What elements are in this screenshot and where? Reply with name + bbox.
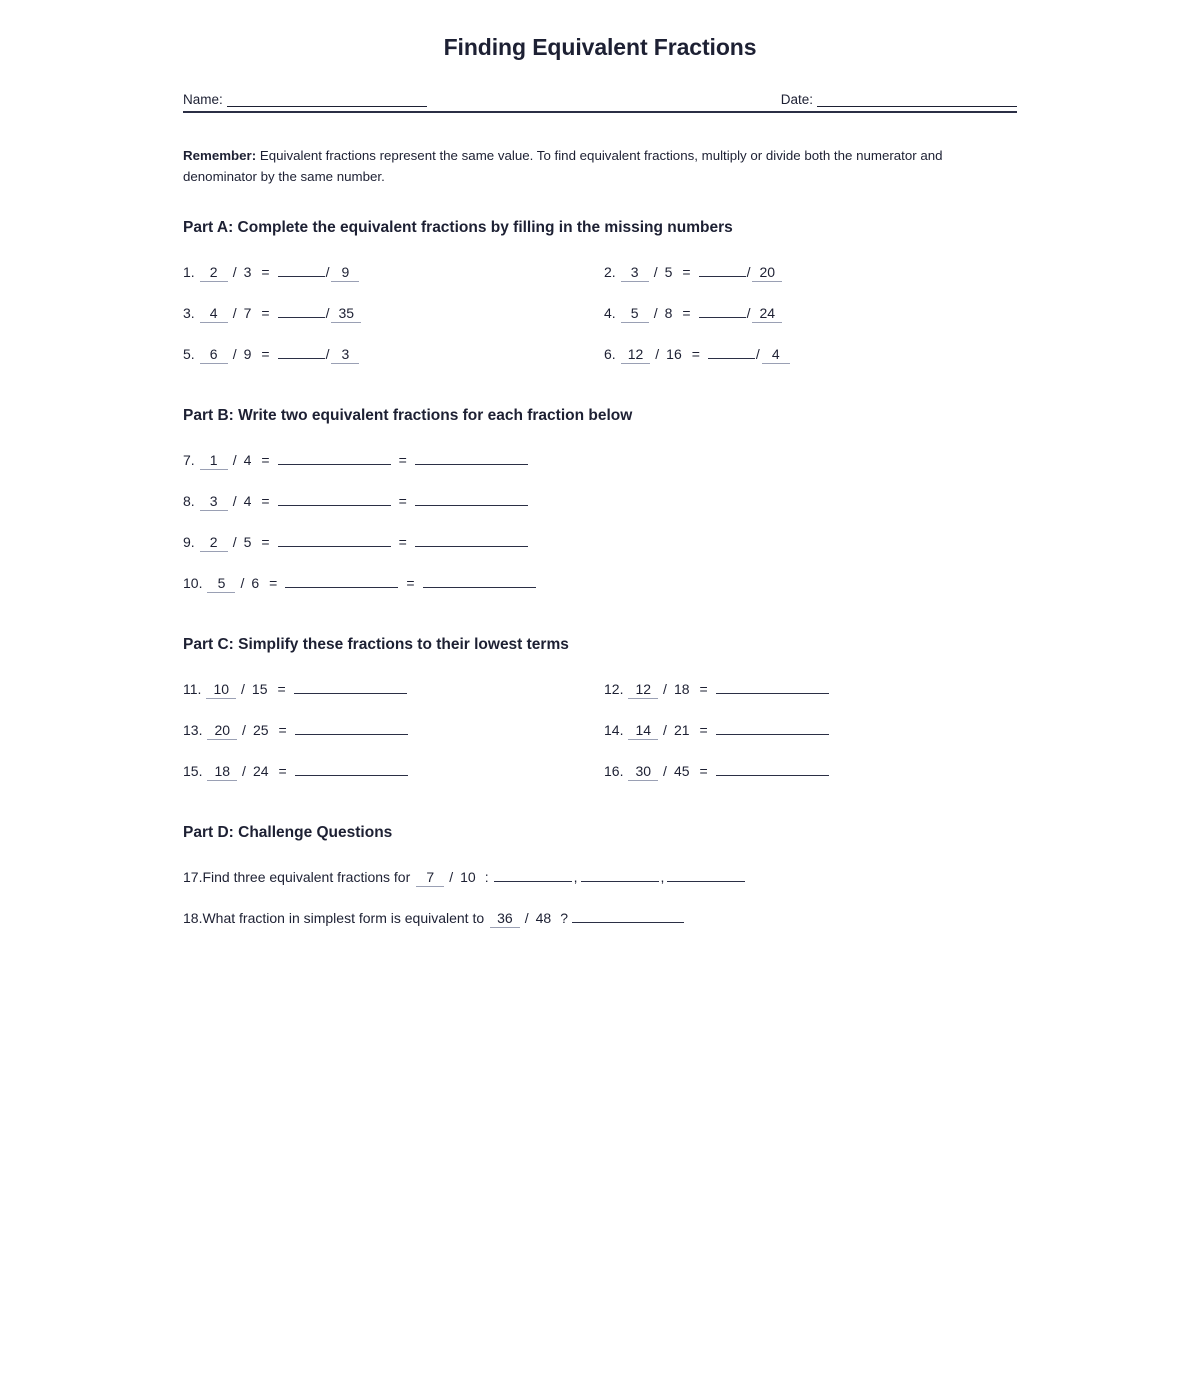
equals-sign: = [269, 575, 278, 592]
problem-number: 16. [604, 763, 624, 780]
date-input[interactable] [817, 93, 1017, 107]
problem-15 [183, 751, 600, 792]
denominator: 5 [243, 534, 252, 551]
denominator: 4 [243, 493, 252, 510]
page-title: Finding Equivalent Fractions [443, 34, 757, 60]
fraction-slash: / [746, 264, 751, 281]
fraction-slash: / [655, 346, 660, 363]
given-fraction [628, 723, 691, 740]
header-divider [183, 111, 1017, 113]
date-field-group [781, 92, 1017, 107]
answer-blank-numerator[interactable] [699, 304, 746, 318]
answer-blank-1[interactable] [278, 451, 391, 465]
fraction-slash: / [663, 763, 667, 780]
numerator: 7 [416, 870, 444, 887]
problem-number: 2. [604, 264, 616, 281]
numerator: 14 [628, 723, 658, 740]
equals-sign: = [682, 305, 691, 322]
denominator: 9 [243, 346, 252, 363]
denominator: 4 [243, 452, 252, 469]
given-fraction [490, 911, 553, 928]
numerator: 6 [200, 347, 228, 364]
fraction-slash: / [653, 305, 658, 322]
numerator: 12 [621, 347, 651, 364]
equals-sign: = [406, 575, 415, 592]
given-fraction [206, 682, 269, 699]
problem-row [183, 334, 1017, 375]
answer-blank[interactable] [295, 721, 408, 735]
equals-sign: = [261, 493, 270, 510]
answer-blank[interactable] [716, 762, 829, 776]
problem-14 [604, 710, 1017, 751]
numerator: 3 [200, 494, 228, 511]
given-fraction [628, 764, 691, 781]
given-fraction [200, 265, 254, 282]
denominator: 18 [673, 681, 690, 698]
problem-number: 5. [183, 346, 195, 363]
given-fraction [200, 494, 254, 511]
fraction-slash: / [663, 722, 667, 739]
problem-6 [604, 334, 1017, 375]
answer-blank[interactable] [294, 680, 407, 694]
fraction-slash: / [242, 763, 246, 780]
answer-blank[interactable] [716, 680, 829, 694]
given-fraction [628, 682, 691, 699]
fraction-slash: / [241, 681, 245, 698]
problem-row [183, 252, 1017, 293]
problem-number: 4. [604, 305, 616, 322]
numerator: 5 [207, 576, 235, 593]
given-fraction [207, 764, 270, 781]
problem-column-left [183, 293, 600, 334]
question-text: What fraction in simplest form is equivalent to [202, 910, 485, 927]
numerator: 36 [490, 911, 520, 928]
equals-sign: = [261, 346, 270, 363]
colon: : [484, 869, 489, 886]
answer-blank-1[interactable] [285, 574, 398, 588]
equals-sign: = [261, 264, 270, 281]
problem-row [183, 669, 1017, 710]
comma: , [573, 869, 578, 886]
date-label: Date: [780, 92, 813, 107]
answer-blank-1[interactable] [278, 492, 391, 506]
equals-sign: = [261, 534, 270, 551]
problem-number: 6. [604, 346, 616, 363]
denominator: 6 [251, 575, 260, 592]
problem-16 [604, 751, 1017, 792]
fraction-slash: / [232, 346, 237, 363]
problem-row [183, 710, 1017, 751]
fraction-slash: / [232, 305, 237, 322]
comma: , [660, 869, 665, 886]
fraction-slash: / [755, 346, 760, 363]
problem-number: 14. [604, 722, 624, 739]
fraction-slash: / [232, 452, 237, 469]
problem-1 [183, 252, 600, 293]
numerator: 2 [200, 535, 228, 552]
given-fraction [200, 535, 254, 552]
problem-row [183, 751, 1017, 792]
answer-denominator: 4 [762, 347, 790, 364]
answer-blank-numerator[interactable] [708, 345, 755, 359]
equals-sign: = [398, 452, 407, 469]
part-c-problems [183, 669, 1017, 792]
equals-sign: = [398, 534, 407, 551]
problem-column-left [183, 252, 600, 293]
denominator: 24 [252, 763, 269, 780]
problem-column-right [600, 252, 1017, 293]
denominator: 16 [666, 346, 682, 363]
problem-column-right [600, 293, 1017, 334]
denominator: 25 [252, 722, 269, 739]
fraction-slash: / [663, 681, 667, 698]
problem-17 [183, 857, 1017, 898]
answer-blank-2[interactable] [415, 451, 528, 465]
fraction-slash: / [325, 264, 330, 281]
numerator: 5 [621, 306, 649, 323]
problem-5 [183, 334, 600, 375]
answer-denominator: 3 [331, 347, 359, 364]
numerator: 10 [206, 682, 236, 699]
equals-sign: = [278, 722, 287, 739]
given-fraction [621, 347, 684, 364]
name-label: Name: [183, 92, 223, 107]
answer-blank[interactable] [716, 721, 829, 735]
answer-blank-numerator[interactable] [699, 263, 746, 277]
problem-number: 8. [183, 493, 195, 510]
fraction-slash: / [232, 493, 237, 510]
problem-number: 17. [183, 869, 203, 886]
denominator: 3 [243, 264, 252, 281]
problem-number: 11. [183, 681, 202, 698]
problem-row [183, 293, 1017, 334]
equals-sign: = [278, 763, 287, 780]
problem-3 [183, 293, 600, 334]
answer-blank[interactable] [295, 762, 408, 776]
numerator: 3 [621, 265, 649, 282]
equals-sign: = [261, 305, 270, 322]
numerator: 2 [200, 265, 228, 282]
question-mark: ? [560, 910, 568, 927]
denominator: 7 [243, 305, 252, 322]
denominator: 10 [460, 869, 476, 886]
fraction-slash: / [325, 346, 330, 363]
problem-8 [183, 481, 1017, 522]
answer-blank-2[interactable] [423, 574, 536, 588]
problem-number: 10. [183, 575, 203, 592]
denominator: 8 [664, 305, 673, 322]
problem-4 [604, 293, 1017, 334]
remember-label: Remember: [183, 148, 257, 163]
given-fraction [621, 306, 675, 323]
numerator: 30 [628, 764, 658, 781]
problem-number: 1. [183, 264, 195, 281]
name-field-group [183, 92, 427, 107]
remember-note [183, 146, 995, 187]
answer-blank-2[interactable] [415, 533, 528, 547]
part-c-heading: Part C: Simplify these fractions to their lowest terms [183, 636, 569, 654]
equals-sign: = [261, 452, 270, 469]
problem-number: 9. [183, 534, 195, 551]
given-fraction [207, 723, 270, 740]
denominator: 48 [535, 910, 552, 927]
problem-12 [604, 669, 1017, 710]
problem-column-left [183, 710, 600, 751]
name-input[interactable] [227, 93, 427, 107]
numerator: 20 [207, 723, 237, 740]
answer-blank-1[interactable] [278, 533, 391, 547]
part-a-problems [183, 252, 1017, 375]
problem-column-right [600, 334, 1017, 375]
fraction-slash: / [242, 722, 246, 739]
fraction-slash: / [653, 264, 658, 281]
answer-blank-numerator[interactable] [278, 304, 325, 318]
denominator: 5 [664, 264, 673, 281]
given-fraction [200, 347, 254, 364]
part-d-heading: Part D: Challenge Questions [183, 824, 393, 842]
answer-denominator: 24 [752, 306, 782, 323]
equals-sign: = [699, 722, 708, 739]
problem-number: 7. [183, 452, 195, 469]
equals-sign: = [691, 346, 700, 363]
problem-column-right [600, 669, 1017, 710]
denominator: 45 [673, 763, 690, 780]
fraction-slash: / [449, 869, 454, 886]
equals-sign: = [699, 681, 708, 698]
part-a-heading: Part A: Complete the equivalent fractions by filling in the missing numbers [183, 219, 733, 237]
problem-column-left [183, 751, 600, 792]
part-b-problems [183, 440, 1017, 604]
answer-blank-1[interactable] [494, 868, 572, 882]
equals-sign: = [398, 493, 407, 510]
fraction-slash: / [746, 305, 751, 322]
denominator: 15 [251, 681, 268, 698]
remember-text: Equivalent fractions represent the same value. To find equivalent fractions, multiply or divide both the numerator and denominator by the same number. [183, 148, 943, 184]
given-fraction [200, 453, 254, 470]
answer-denominator: 20 [752, 265, 782, 282]
problem-18 [183, 898, 1017, 939]
problem-column-left [183, 334, 600, 375]
equals-sign: = [277, 681, 286, 698]
problem-10 [183, 563, 1017, 604]
question-text: Find three equivalent fractions for [202, 869, 411, 886]
answer-blank[interactable] [572, 909, 684, 923]
answer-blank-numerator[interactable] [278, 263, 325, 277]
problem-column-right [600, 751, 1017, 792]
fraction-slash: / [232, 264, 237, 281]
problem-number: 15. [183, 763, 203, 780]
problem-13 [183, 710, 600, 751]
answer-blank-3[interactable] [667, 868, 745, 882]
answer-blank-2[interactable] [581, 868, 659, 882]
answer-denominator: 35 [331, 306, 361, 323]
problem-column-left [183, 669, 600, 710]
fraction-slash: / [524, 910, 529, 927]
equals-sign: = [699, 763, 708, 780]
numerator: 1 [200, 453, 228, 470]
fraction-slash: / [325, 305, 330, 322]
problem-9 [183, 522, 1017, 563]
answer-denominator: 9 [331, 265, 359, 282]
given-fraction [416, 870, 477, 887]
problem-number: 13. [183, 722, 203, 739]
numerator: 18 [207, 764, 237, 781]
name-date-row [183, 92, 1017, 107]
given-fraction [200, 306, 254, 323]
worksheet-content [183, 0, 1017, 939]
answer-blank-2[interactable] [415, 492, 528, 506]
answer-blank-numerator[interactable] [278, 345, 325, 359]
problem-11 [183, 669, 600, 710]
problem-7 [183, 440, 1017, 481]
problem-number: 18. [183, 910, 203, 927]
denominator: 21 [673, 722, 690, 739]
given-fraction [621, 265, 675, 282]
fraction-slash: / [232, 534, 237, 551]
fraction-slash: / [240, 575, 245, 592]
part-d-problems [183, 857, 1017, 939]
part-b-heading: Part B: Write two equivalent fractions for each fraction below [183, 407, 633, 425]
problem-number: 12. [604, 681, 624, 698]
equals-sign: = [682, 264, 691, 281]
problem-number: 3. [183, 305, 195, 322]
problem-2 [604, 252, 1017, 293]
problem-column-right [600, 710, 1017, 751]
numerator: 4 [200, 306, 228, 323]
numerator: 12 [628, 682, 658, 699]
given-fraction [207, 576, 261, 593]
